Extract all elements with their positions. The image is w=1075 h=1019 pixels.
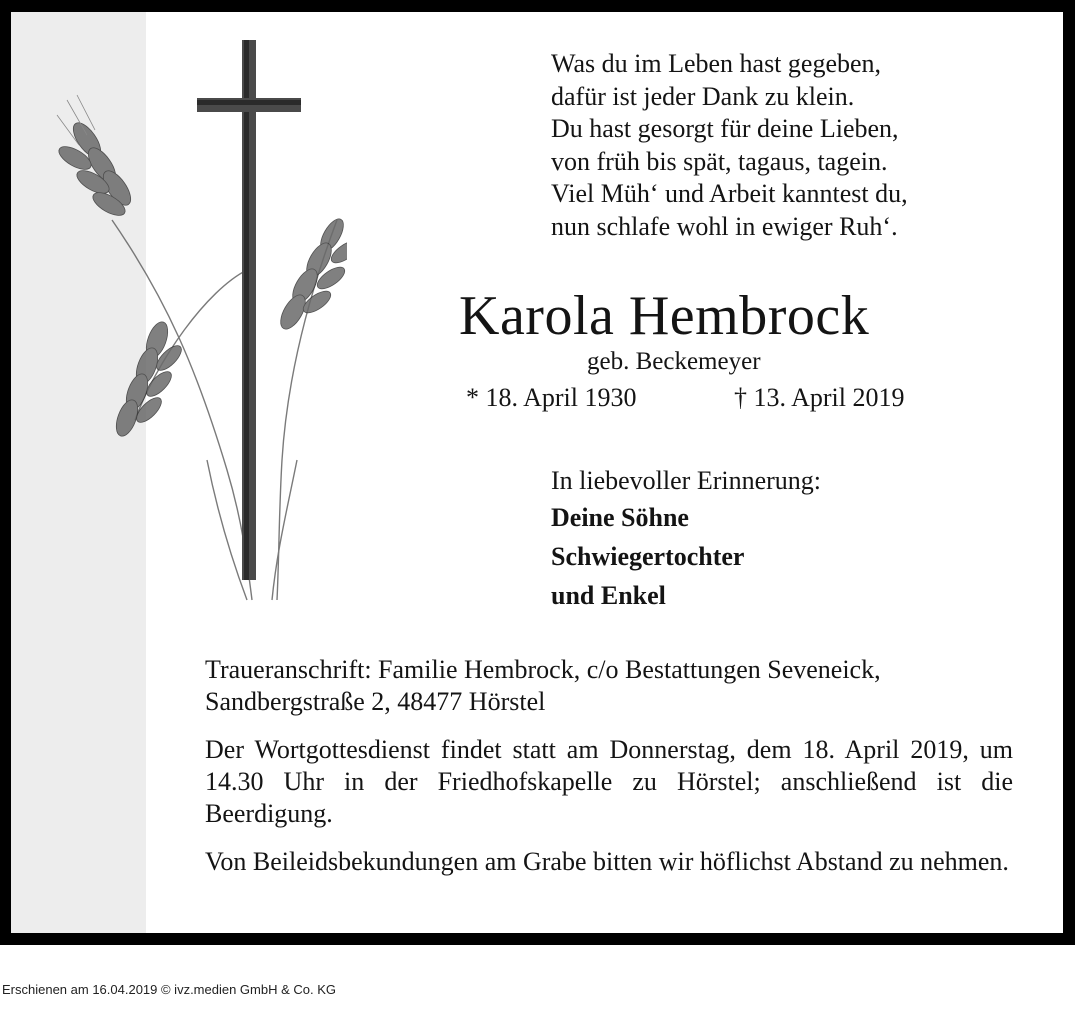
wheat-ear-icon <box>55 95 135 220</box>
poem-line: Du hast gesorgt für deine Lieben, <box>551 114 899 143</box>
cross-with-wheat-illustration <box>47 40 347 610</box>
address-line: Sandbergstraße 2, 48477 Hörstel <box>205 687 546 716</box>
poem <box>551 48 1031 243</box>
birth-name: geb. Beckemeyer <box>587 348 761 375</box>
mourner-line: und Enkel <box>551 581 666 610</box>
poem-line: nun schlafe wohl in ewiger Ruh‘. <box>551 211 898 241</box>
mourner-line: Deine Söhne <box>551 503 689 532</box>
birth-date: * 18. April 1930 <box>466 383 637 412</box>
wheat-ear-icon <box>276 215 347 333</box>
deceased-name: Karola Hembrock <box>459 285 870 347</box>
wheat-ear-icon <box>112 319 185 439</box>
memory-block <box>551 464 821 615</box>
publication-footer: Erschienen am 16.04.2019 © ivz.medien GmbH & Co. KG <box>2 982 337 997</box>
obituary-card <box>11 12 1063 933</box>
mourning-address <box>205 654 1013 718</box>
condolence-note: Von Beileidsbekundungen am Grabe bitten wir höflichst Abstand zu nehmen. <box>205 847 1009 876</box>
poem-line: Was du im Leben hast gegeben, <box>551 49 882 78</box>
address-line: Traueranschrift: Familie Hembrock, c/o Bestattungen Seveneick, <box>205 655 881 684</box>
death-date: † 13. April 2019 <box>734 383 905 412</box>
mourner-line: Schwiegertochter <box>551 542 745 571</box>
poem-line: dafür ist jeder Dank zu klein. <box>551 81 855 111</box>
poem-line: Viel Müh‘ und Arbeit kanntest du, <box>551 179 908 208</box>
notice-details <box>205 654 1013 894</box>
poem-line: von früh bis spät, tagaus, tagein. <box>551 146 888 176</box>
service-info: Der Wortgottesdienst findet statt am Donnerstag, dem 18. April 2019, um 14.30 Uhr in der Friedhofskapelle zu Hörstel; anschließend ist die Beerdigung. <box>205 735 1013 828</box>
memory-intro: In liebevoller Erinnerung: <box>551 466 822 495</box>
